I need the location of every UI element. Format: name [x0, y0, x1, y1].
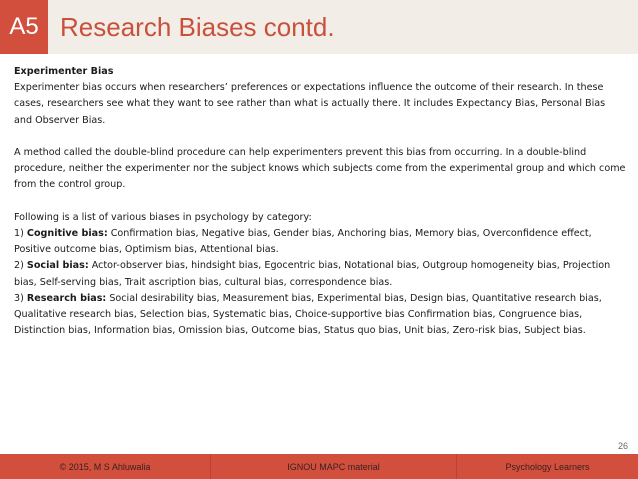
category-label: Social bias:: [26, 260, 89, 272]
slide-footer: [0, 454, 638, 479]
category-text: Actor-observer bias, hindsight bias, Egocentric bias, Notational bias, Outgroup homogeneity bias, Projection bias, Self-serving bias, Trait ascription bias, cultural bias, correspondence bias.: [14, 260, 611, 288]
footer-copyright: © 2015, M S Ahluwalia: [59, 461, 151, 472]
list-intro: Following is a list of various biases in psychology by category:: [14, 211, 312, 223]
slide-code: A5: [0, 0, 48, 54]
category-text: Social desirability bias, Measurement bias, Experimental bias, Design bias, Quantitative research bias, Qualitative research bias, Selection bias, Systematic bias, Choice-supportive bias Confirmation bias, Congruence bias, Distinction bias, Information bias, Omission bias, Outcome bias, Status quo bias, Unit bias, Zero-risk bias, Subject bias.: [14, 292, 602, 337]
category-text: Confirmation bias, Negative bias, Gender bias, Anchoring bias, Memory bias, Overconfidence effect, Positive outcome bias, Optimism bias, Attentional bias.: [14, 228, 592, 256]
footer-org: Psychology Learners: [505, 461, 590, 472]
slide-content: [14, 64, 626, 356]
category-label: Cognitive bias:: [26, 228, 108, 239]
slide-header: [0, 0, 638, 54]
category-label: Research bias:: [26, 292, 107, 304]
slide-title: Research Biases contd.: [60, 11, 335, 42]
list-number: 1): [14, 228, 27, 239]
paragraph-definition: Experimenter bias occurs when researchers’ preferences or expectations influence the outcome of their research. In these cases, researchers see what they want to see rather than what is actually there. It includes Expectancy Bias, Personal Bias and Observer Bias.: [14, 82, 606, 126]
section-heading: Experimenter Bias: [14, 66, 114, 77]
list-item-social: [14, 260, 610, 287]
section-block: [14, 64, 626, 129]
list-item-research: [14, 293, 602, 336]
list-number: 3): [14, 292, 27, 304]
footer-material: IGNOU MAPC material: [210, 454, 457, 479]
page-number: 26: [617, 441, 628, 451]
bias-list: [14, 210, 626, 340]
list-item-cognitive: [14, 228, 592, 255]
list-number: 2): [14, 260, 27, 272]
paragraph-double-blind: A method called the double-blind procedure can help experimenters prevent this bias from occurring. In a double-blind procedure, neither the experimenter nor the subject knows which subjects come from the experimental group and which come from the control group.: [14, 147, 626, 191]
